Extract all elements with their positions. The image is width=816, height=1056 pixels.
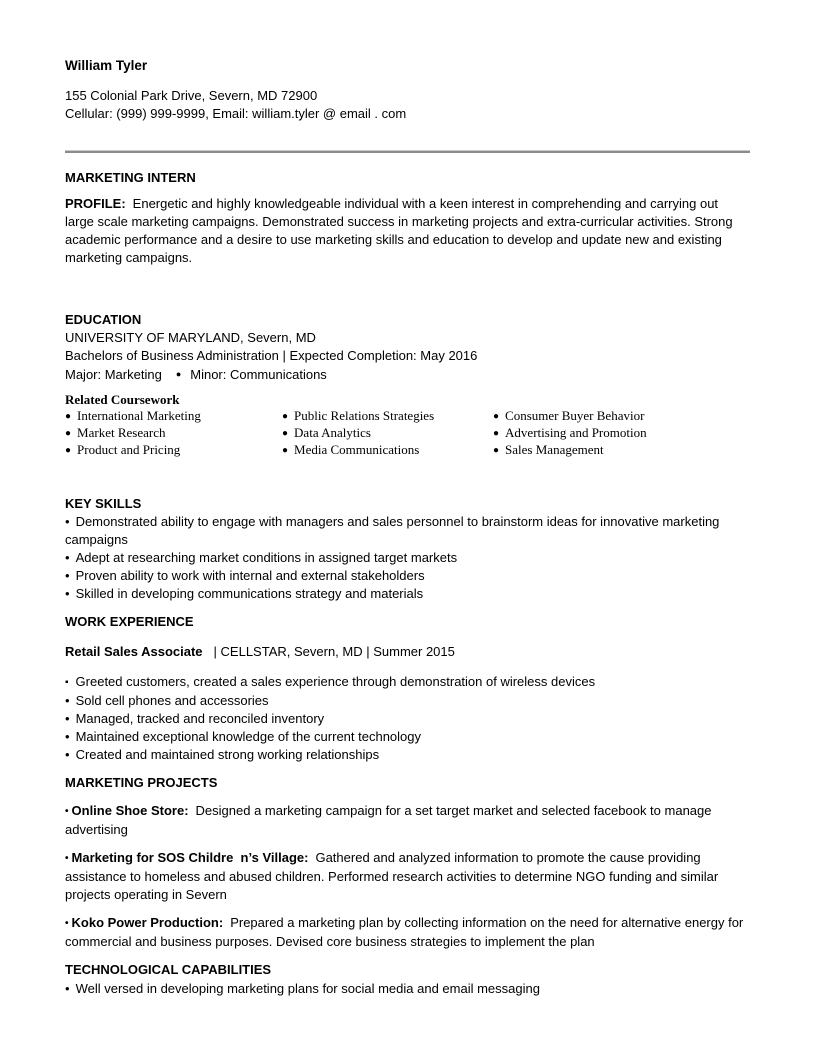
education-minor: Minor: Communications xyxy=(190,367,327,382)
bullet-separator-icon: ● xyxy=(175,369,182,379)
bullet-icon: • xyxy=(65,729,70,744)
work-experience-section xyxy=(65,613,750,764)
project-description: Prepared a marketing plan by collecting information on the need for alternative energy for commercial and business purposes. Devised core business strategies to implement the plan xyxy=(65,915,744,949)
key-skills-section xyxy=(65,495,750,603)
project-item xyxy=(65,849,750,904)
education-section xyxy=(65,311,750,459)
education-major: Major: Marketing xyxy=(65,367,162,382)
bullet-icon: ● xyxy=(65,411,72,422)
work-duty-item: • Sold cell phones and accessories xyxy=(65,693,269,708)
bullet-icon: • xyxy=(65,711,70,726)
profile-label: PROFILE: xyxy=(65,196,126,211)
bullet-icon: • xyxy=(65,747,70,762)
education-major-minor xyxy=(65,365,750,384)
coursework-item: ● International Marketing xyxy=(65,408,201,423)
skill-item: • Proven ability to work with internal and external stakeholders xyxy=(65,568,425,583)
coursework-item: ● Advertising and Promotion xyxy=(493,425,647,440)
horizontal-divider xyxy=(65,150,750,153)
bullet-icon: • xyxy=(65,853,69,864)
address-line: 155 Colonial Park Drive, Severn, MD 72900 xyxy=(65,88,318,103)
bullet-icon: • xyxy=(65,568,70,583)
coursework-item: ● Product and Pricing xyxy=(65,442,181,457)
marketing-projects-section xyxy=(65,774,750,951)
project-description: Gathered and analyzed information to promote the cause providing assistance to homeless and abused children. Performed research activities to determine NGO funding and similar projects operating in Severn xyxy=(65,850,719,902)
skill-item: • Adept at researching market conditions in assigned target markets xyxy=(65,550,458,565)
job-title-line xyxy=(65,643,750,661)
bullet-icon: • xyxy=(65,586,70,601)
bullet-icon: ● xyxy=(493,411,500,422)
skill-item: • Skilled in developing communications strategy and materials xyxy=(65,586,424,601)
bullet-icon: ● xyxy=(282,428,289,439)
bullet-icon: ● xyxy=(282,445,289,456)
person-name: William Tyler xyxy=(65,58,148,73)
coursework-grid xyxy=(65,408,750,459)
work-duty-item: • Created and maintained strong working relationships xyxy=(65,747,380,762)
coursework-item: ● Sales Management xyxy=(493,442,604,457)
bullet-icon: ▪ xyxy=(65,677,69,688)
education-heading: EDUCATION xyxy=(65,312,142,327)
bullet-icon: • xyxy=(65,918,69,929)
coursework-column xyxy=(282,408,493,459)
resume-header xyxy=(65,57,750,123)
work-duty-item: ▪ Greeted customers, created a sales experience through demonstration of wireless devices xyxy=(65,674,596,689)
coursework-item: ● Market Research xyxy=(65,425,166,440)
bullet-icon: • xyxy=(65,981,70,996)
coursework-item: ● Consumer Buyer Behavior xyxy=(493,408,645,423)
coursework-heading: Related Coursework xyxy=(65,392,180,407)
bullet-icon: • xyxy=(65,550,70,565)
coursework-column xyxy=(65,408,282,459)
project-title: Online Shoe Store: xyxy=(71,803,189,818)
bullet-icon: • xyxy=(65,806,69,817)
work-experience-heading: WORK EXPERIENCE xyxy=(65,614,194,629)
work-duty-list xyxy=(65,673,750,764)
job-title: Retail Sales Associate xyxy=(65,644,203,659)
bullet-icon: • xyxy=(65,514,70,529)
related-coursework xyxy=(65,392,750,459)
project-title: Koko Power Production: xyxy=(71,915,224,930)
project-item xyxy=(65,914,750,951)
job-meta: | CELLSTAR, Severn, MD | Summer 2015 xyxy=(213,644,455,659)
project-description: Designed a marketing campaign for a set target market and selected facebook to manage advertising xyxy=(65,803,712,837)
technological-capabilities-section xyxy=(65,961,750,998)
work-duty-item: • Managed, tracked and reconciled inventory xyxy=(65,711,325,726)
bullet-icon: • xyxy=(65,693,70,708)
capability-item: • Well versed in developing marketing plans for social media and email messaging xyxy=(65,981,540,996)
profile-paragraph xyxy=(65,195,750,267)
education-degree: Bachelors of Business Administration | Expected Completion: May 2016 xyxy=(65,348,478,363)
contact-line: Cellular: (999) 999-9999, Email: william.tyler @ email . com xyxy=(65,106,407,121)
bullet-icon: ● xyxy=(65,428,72,439)
coursework-item: ● Data Analytics xyxy=(282,425,371,440)
bullet-icon: ● xyxy=(65,445,72,456)
profile-text: Energetic and highly knowledgeable individual with a keen interest in comprehending and carrying out large scale marketing campaigns. Demonstrated success in marketing projects and extra-curricular activities. Strong academic performance and a desire to use marketing skills and education to develop and update new and existing marketing campaigns. xyxy=(65,196,733,265)
bullet-icon: ● xyxy=(493,428,500,439)
education-school: UNIVERSITY OF MARYLAND, Severn, MD xyxy=(65,330,316,345)
bullet-icon: ● xyxy=(282,411,289,422)
marketing-projects-heading: MARKETING PROJECTS xyxy=(65,775,218,790)
coursework-item: ● Public Relations Strategies xyxy=(282,408,435,423)
bullet-icon: ● xyxy=(493,445,500,456)
coursework-item: ● Media Communications xyxy=(282,442,420,457)
project-item xyxy=(65,802,750,839)
work-duty-item: • Maintained exceptional knowledge of the current technology xyxy=(65,729,422,744)
project-title: Marketing for SOS Childre n’s Village: xyxy=(71,850,309,865)
coursework-column xyxy=(493,408,750,459)
resume-title: MARKETING INTERN xyxy=(65,170,196,185)
skill-item: • Demonstrated ability to engage with managers and sales personnel to brainstorm ideas for innovative marketing campaigns xyxy=(65,514,720,547)
key-skills-heading: KEY SKILLS xyxy=(65,496,142,511)
technological-capabilities-heading: TECHNOLOGICAL CAPABILITIES xyxy=(65,962,272,977)
